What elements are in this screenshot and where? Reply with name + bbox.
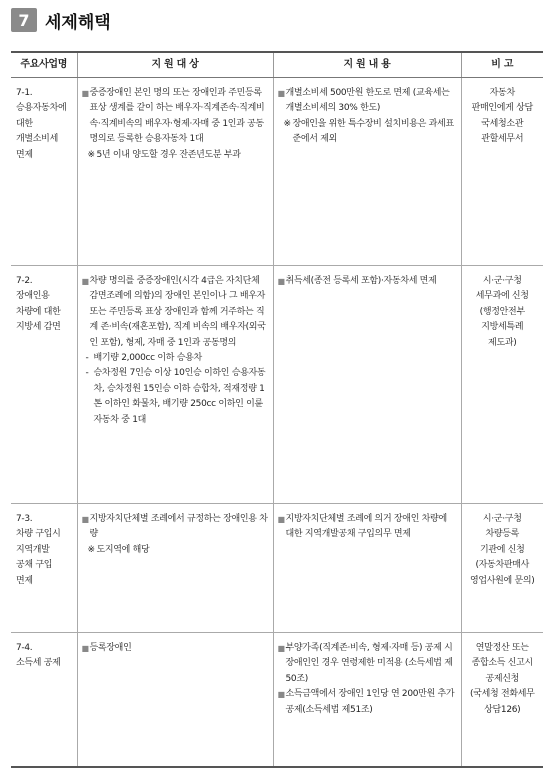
table-row: [11, 504, 543, 633]
bullet-icon: ■: [277, 277, 285, 286]
bullet-icon: ■: [277, 690, 285, 700]
remarks-cell: 시·군·구청 차량등록 기관에 신청 (자동차판매사 영업사원에 문의): [461, 504, 543, 633]
bullet-icon: ■: [277, 515, 285, 524]
reference-mark-icon: ※: [87, 149, 95, 160]
bullet-item: ■ 중증장애인 본인 명의 또는 장애인과 주민등록표상 생계를 같이 하는 배우자·직계존속·직계비속·직계비속의 배우자·형제·자매 중 1인과 공동명의로 등록한 승용자동차 1대: [82, 86, 269, 148]
table-row: [11, 633, 543, 767]
bullet-item: ■ 부양가족(직계존·비속, 형제·자매 등) 공제 시 장애인인 경우 연령제한 미적용 (소득세법 제50조): [278, 641, 457, 687]
header-remarks: 비 고: [461, 52, 543, 78]
reference-mark-icon: ※: [283, 118, 291, 129]
bullet-icon: ■: [81, 515, 89, 524]
header-program-name: 주요사업명: [11, 52, 77, 78]
section-number-badge: 7: [11, 8, 37, 32]
support-target-cell: [77, 504, 273, 633]
bullet-icon: ■: [81, 89, 89, 98]
remarks-cell: 시·군·구청 세무과에 신청 (행정안전부 지방세특례 제도과): [461, 266, 543, 504]
reference-mark-icon: ※: [87, 544, 95, 555]
program-name-cell: 7-2. 장애인용 차량에 대한 지방세 감면: [11, 266, 77, 504]
program-name-cell: 7-3. 차량 구입시 지역개발 공채 구입 면제: [11, 504, 77, 633]
support-target-cell: [77, 266, 273, 504]
support-target-cell: [77, 78, 273, 266]
support-content-cell: [273, 504, 461, 633]
note-item: ※ 도지역에 해당: [82, 543, 269, 558]
program-name-cell: 7-4. 소득세 공제: [11, 633, 77, 767]
table-row: [11, 266, 543, 504]
support-target-cell: [77, 633, 273, 767]
table-header-row: [11, 52, 543, 78]
note-item: ※ 장애인을 위한 특수장비 설치비용은 과세표준에서 제외: [278, 117, 457, 148]
remarks-cell: 연말정산 또는 종합소득 신고시 공제신청 (국세청 전화세무 상담126): [461, 633, 543, 767]
support-content-cell: [273, 633, 461, 767]
support-content-cell: [273, 78, 461, 266]
dash-item: - 승차정원 7인승 이상 10인승 이하인 승용자동차, 승차정원 15인승 이하 승합차, 적재정량 1톤 이하인 화물차, 배기량 250cc 이하인 이륜자동차 중 1대: [85, 368, 266, 425]
remarks-cell: 자동차 판매인에게 상담 국세청소관 관할세무서: [461, 78, 543, 266]
header-support-target: 지 원 대 상: [77, 52, 273, 78]
bullet-item: ■ 소득금액에서 장애인 1인당 연 200만원 추가 공제(소득세법 제51조): [278, 687, 457, 718]
bullet-item: ■ 지방자치단체별 조례에서 규정하는 장애인용 차량: [82, 512, 269, 543]
bullet-item: ■ 지방자치단체별 조례에 의거 장애인 차량에 대한 지역개발공채 구입의무 면제: [278, 512, 457, 543]
tax-benefit-table: [11, 51, 543, 768]
table-row: [11, 78, 543, 266]
section-title: 세제해택: [45, 12, 111, 33]
note-item: ※ 5년 이내 양도할 경우 잔존년도분 부과: [82, 148, 269, 163]
program-name-cell: 7-1. 승용자동차에 대한 개별소비세 면제: [11, 78, 77, 266]
dash-item: - 배기량 2,000cc 이하 승용차: [85, 353, 202, 364]
bullet-item: ■ 취득세(종전 등록세 포함)·자동차세 면제: [278, 274, 457, 289]
header-support-content: 지 원 내 용: [273, 52, 461, 78]
bullet-item: ■ 등록장애인: [82, 641, 269, 656]
bullet-item: ■ 개별소비세 500만원 한도로 면제 (교육세는 개별소비세의 30% 한도): [278, 86, 457, 117]
support-content-cell: [273, 266, 461, 504]
bullet-icon: ■: [81, 277, 89, 286]
bullet-icon: ■: [277, 89, 285, 98]
bullet-icon: ■: [81, 644, 89, 653]
section-header: [11, 7, 111, 33]
bullet-icon: ■: [277, 644, 285, 653]
bullet-item: ■ 차량 명의를 중증장애인(시각 4급은 자치단체 감면조례에 의함)의 장애인 본인이나 그 배우자 또는 주민등록 표상 장애인과 함께 거주하는 직계 존·비속(재혼포함), 직계 비속의 배우자(외국인 포함), 형제, 자매 중 1인과 공동명의: [82, 274, 269, 351]
